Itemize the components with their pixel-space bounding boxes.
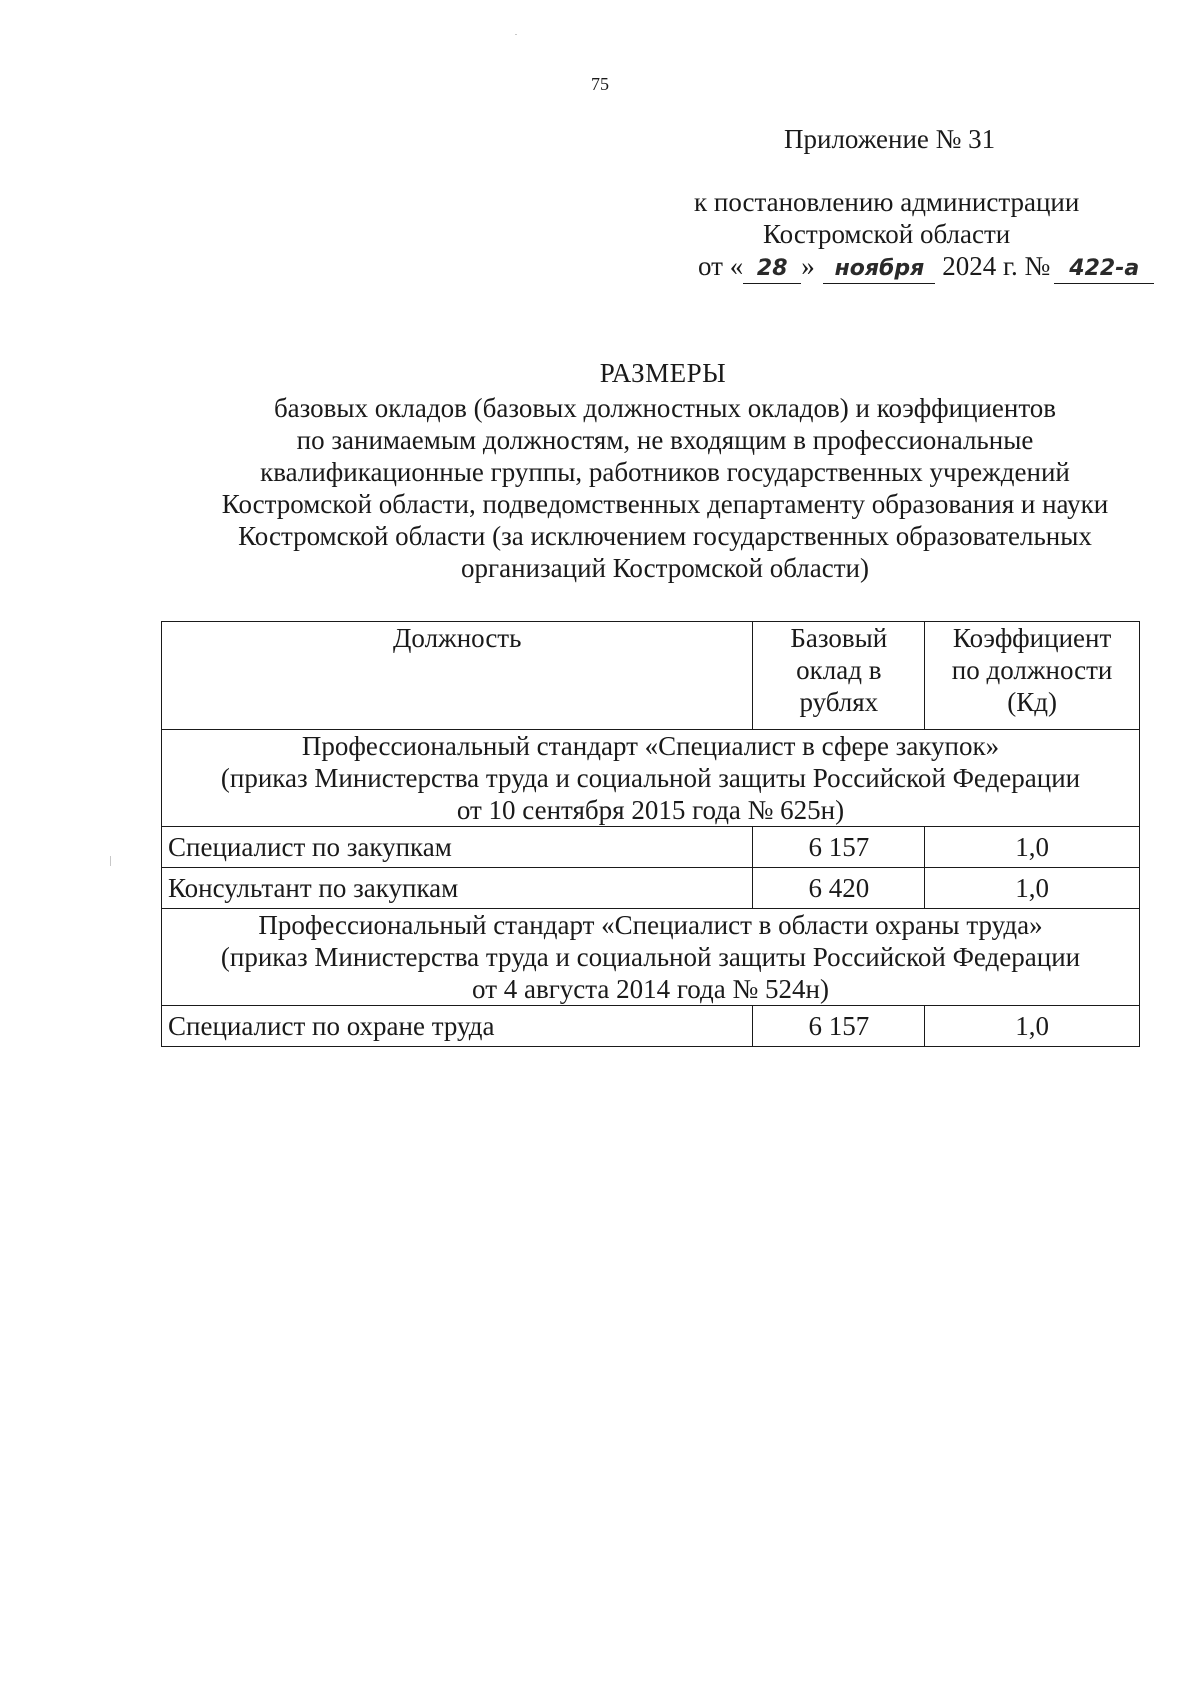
cell-coefficient: 1,0	[925, 1006, 1140, 1047]
decree-line-2: Костромской области	[763, 219, 1011, 249]
subtitle-line: по занимаемым должностям, не входящим в профессиональные	[296, 425, 1034, 455]
subtitle-line: Костромской области, подведомственных департаменту образования и науки	[221, 489, 1109, 519]
cell-position: Консультант по закупкам	[162, 868, 753, 909]
document-subtitle	[140, 392, 1190, 584]
cell-salary: 6 420	[753, 868, 925, 909]
section-heading	[162, 909, 1140, 1006]
subtitle-line: Костромской области (за исключением государственных образовательных	[238, 521, 1092, 551]
handwritten-month: ноября	[823, 255, 935, 284]
handwritten-number: 422-а	[1054, 255, 1154, 284]
header-coefficient-line: по должности	[951, 655, 1113, 685]
table-header-row	[162, 622, 1140, 730]
header-salary-line: оклад в	[796, 655, 882, 685]
decree-year: 2024 г. №	[942, 251, 1051, 281]
document-title: РАЗМЕРЫ	[599, 358, 727, 388]
cell-coefficient: 1,0	[925, 827, 1140, 868]
header-salary	[753, 622, 925, 730]
header-salary-line: рублях	[799, 687, 879, 717]
handwritten-day: 28	[743, 255, 801, 284]
table-row	[162, 827, 1140, 868]
decree-prefix: от «	[698, 251, 744, 281]
section-line: Профессиональный стандарт «Специалист в сфере закупок»	[301, 731, 1000, 761]
section-line: (приказ Министерства труда и социальной защиты Российской Федерации	[220, 763, 1081, 793]
header-salary-line: Базовый	[790, 623, 888, 653]
decree-line-1: к постановлению администрации	[694, 187, 1080, 217]
cell-coefficient: 1,0	[925, 868, 1140, 909]
header-coefficient-line: (Кд)	[1007, 687, 1057, 717]
appendix-label: Приложение № 31	[784, 124, 996, 154]
table-row	[162, 1006, 1140, 1047]
cell-position: Специалист по закупкам	[162, 827, 753, 868]
scan-speck	[515, 34, 517, 35]
section-line: от 10 сентября 2015 года № 625н)	[456, 795, 845, 825]
section-row	[162, 909, 1140, 1006]
decree-date-line	[670, 250, 1140, 284]
cell-salary: 6 157	[753, 827, 925, 868]
subtitle-line: организаций Костромской области)	[461, 553, 869, 583]
header-position: Должность	[162, 622, 753, 730]
page-number: 75	[591, 74, 609, 94]
table-row	[162, 868, 1140, 909]
section-line: Профессиональный стандарт «Специалист в области охраны труда»	[258, 910, 1043, 940]
section-line: от 4 августа 2014 года № 524н)	[472, 974, 829, 1004]
header-coefficient	[925, 622, 1140, 730]
decree-quote-close: »	[801, 251, 815, 281]
section-heading	[162, 730, 1140, 827]
decree-reference	[670, 186, 1140, 284]
subtitle-line: квалификационные группы, работников государственных учреждений	[260, 457, 1070, 487]
section-line: (приказ Министерства труда и социальной защиты Российской Федерации	[220, 942, 1081, 972]
subtitle-line: базовых окладов (базовых должностных окладов) и коэффициентов	[273, 393, 1057, 423]
section-row	[162, 730, 1140, 827]
rates-table	[161, 621, 1140, 1047]
cell-position: Специалист по охране труда	[162, 1006, 753, 1047]
scan-speck	[110, 856, 111, 866]
header-coefficient-line: Коэффициент	[952, 623, 1112, 653]
cell-salary: 6 157	[753, 1006, 925, 1047]
